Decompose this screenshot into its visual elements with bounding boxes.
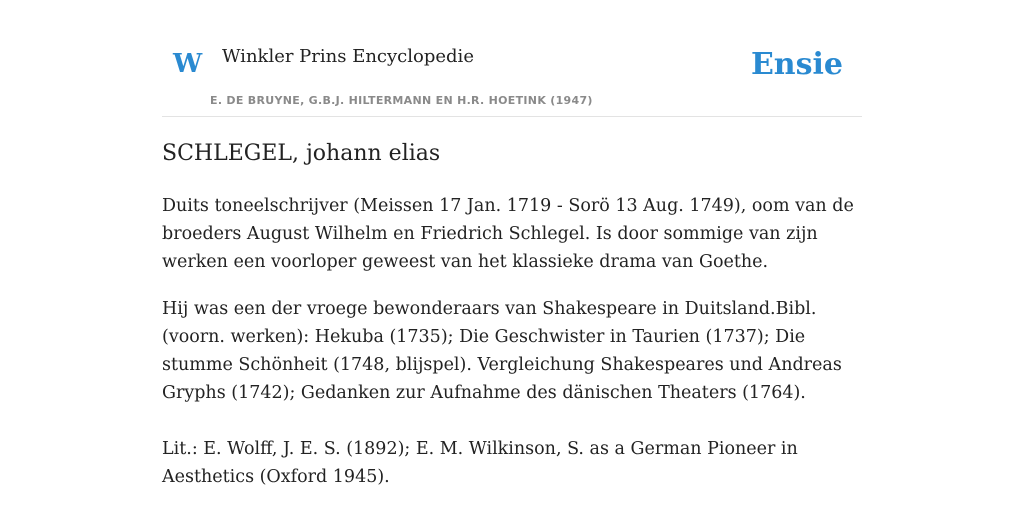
header [162, 0, 862, 117]
book-title[interactable]: Winkler Prins Encyclopedie [222, 46, 474, 67]
article-title: SCHLEGEL, johann elias [162, 141, 441, 166]
ensie-logo-link[interactable]: Ensie [750, 47, 843, 82]
article-paragraph: Duits toneelschrijver (Meissen 17 Jan. 1719 - Sorö 13 Aug. 1749), oom van de broeders August Wilhelm en Friedrich Schlegel. Is door sommige van zijn werken een voorloper geweest van het klassieke drama van Goethe. [162, 196, 854, 272]
winkler-prins-logo[interactable]: W [173, 49, 203, 79]
book-authors: E. DE BRUYNE, G.B.J. HILTERMANN EN H.R. HOETINK (1947) [210, 94, 593, 107]
article-references: Lit.: E. Wolff, J. E. S. (1892); E. M. Wilkinson, S. as a German Pioneer in Aesthetics (Oxford 1945). [162, 439, 798, 487]
article-paragraph: Hij was een der vroege bewonderaars van Shakespeare in Duitsland.Bibl. (voorn. werken): Hekuba (1735); Die Geschwister in Taurien (1737); Die stumme Schönheit (1748, blijspel). Vergleichung Shakespeares und Andreas Gryphs (1742); Gedanken zur Aufnahme des dänischen Theaters (1764). [162, 299, 842, 403]
